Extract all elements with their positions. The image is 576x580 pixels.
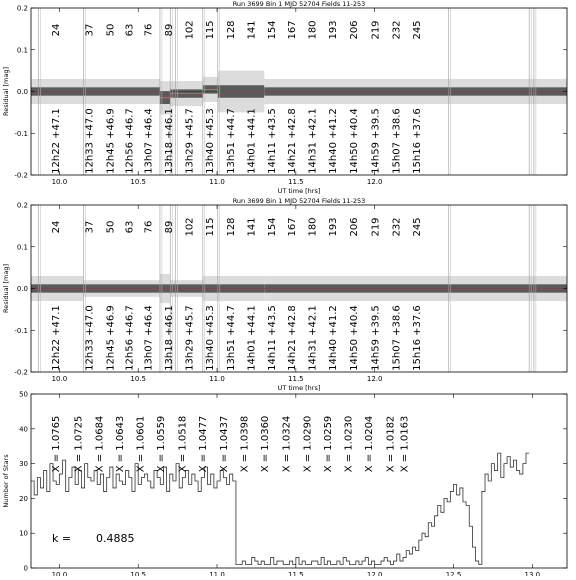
field-number-label: 115 xyxy=(204,217,216,237)
field-coord-label: 12h56 +46.7 xyxy=(124,305,136,371)
x-tick-label: 12.0 xyxy=(366,571,383,576)
airmass-label: X = 1.0360 xyxy=(260,415,272,473)
field-coord-label: 14h59 +39.5 xyxy=(370,108,382,174)
airmass-label: X = 1.0518 xyxy=(177,415,189,473)
airmass-label: X = 1.0290 xyxy=(302,415,314,473)
field-number-label: 115 xyxy=(204,20,216,40)
field-coord-label: 12h22 +47.1 xyxy=(51,108,63,174)
field-number-label: 50 xyxy=(105,23,117,37)
field-number-label: 180 xyxy=(307,217,319,237)
y-tick-label: 0.2 xyxy=(16,201,28,210)
field-number-label: 180 xyxy=(307,20,319,40)
x-tick-label: 11.0 xyxy=(209,571,225,576)
airmass-label: X = 1.0559 xyxy=(156,415,168,473)
field-coord-label: 13h18 +46.1 xyxy=(163,108,175,174)
field-coord-label: 13h51 +44.7 xyxy=(226,108,238,174)
airmass-label: X = 1.0643 xyxy=(115,415,127,473)
field-number-label: 245 xyxy=(412,20,424,40)
y-axis-label: Residual [mag] xyxy=(2,263,10,314)
x-tick-label: 11.5 xyxy=(288,178,304,186)
field-coord-label: 12h56 +46.7 xyxy=(124,108,136,174)
y-tick-label: 40 xyxy=(19,425,28,434)
x-tick-label: 11.0 xyxy=(209,178,225,186)
field-number-label: 193 xyxy=(327,20,339,40)
field-number-label: 219 xyxy=(370,217,382,237)
field-coord-label: 14h21 +42.8 xyxy=(286,108,298,174)
x-tick-label: 10.0 xyxy=(51,571,68,576)
field-number-label: 76 xyxy=(143,220,155,234)
field-coord-label: 14h31 +42.1 xyxy=(307,305,319,371)
y-axis-label: Residual [mag] xyxy=(2,66,10,117)
panel-1 xyxy=(2,0,567,195)
field-number-label: 167 xyxy=(286,217,298,237)
airmass-label: X = 1.0324 xyxy=(281,415,293,473)
field-number-label: 24 xyxy=(51,220,63,234)
y-tick-label: 10 xyxy=(19,529,28,538)
field-coord-label: 14h11 +43.5 xyxy=(267,108,279,174)
field-number-label: 24 xyxy=(51,23,63,37)
field-number-label: 102 xyxy=(184,20,196,40)
field-number-label: 76 xyxy=(143,23,155,37)
x-axis-label: UT time [hrs] xyxy=(277,187,321,195)
field-coord-label: 15h16 +37.6 xyxy=(412,305,424,371)
airmass-label: X = 1.0765 xyxy=(51,415,63,473)
x-tick-label: 13.0 xyxy=(524,571,541,576)
x-tick-label: 11.5 xyxy=(288,571,304,576)
field-coord-label: 14h01 +44.1 xyxy=(246,305,258,371)
field-coord-label: 15h07 +38.6 xyxy=(391,108,403,174)
x-tick-label: 11.0 xyxy=(209,375,225,383)
field-number-label: 206 xyxy=(349,217,361,237)
field-coord-label: 15h07 +38.6 xyxy=(391,305,403,371)
star-count-histogram xyxy=(31,453,529,564)
field-coord-label: 14h40 +41.2 xyxy=(327,108,339,174)
field-number-label: 141 xyxy=(246,20,258,40)
airmass-label: X = 1.0398 xyxy=(239,415,251,473)
x-tick-label: 10.0 xyxy=(51,375,68,383)
y-tick-label: 50 xyxy=(19,390,28,399)
panel-3 xyxy=(2,391,567,577)
field-number-label: 232 xyxy=(391,20,403,40)
field-number-label: 89 xyxy=(163,220,175,234)
x-tick-label: 11.5 xyxy=(288,375,304,383)
k-label: k = xyxy=(52,532,72,545)
airmass-label: X = 1.0601 xyxy=(135,415,147,473)
field-coord-label: 12h33 +47.0 xyxy=(84,305,96,371)
field-coord-label: 13h40 +45.3 xyxy=(204,305,216,371)
field-coord-label: 14h50 +40.4 xyxy=(349,108,361,174)
field-coord-label: 13h51 +44.7 xyxy=(226,305,238,371)
y-tick-label: 0.2 xyxy=(16,4,28,13)
y-tick-label: -0.2 xyxy=(14,171,28,180)
field-coord-label: 14h11 +43.5 xyxy=(267,305,279,371)
x-tick-label: 12.0 xyxy=(366,375,383,383)
y-tick-label: 0.1 xyxy=(16,46,28,55)
field-number-label: 63 xyxy=(124,23,136,37)
x-tick-label: 10.5 xyxy=(130,571,146,576)
field-coord-label: 13h18 +46.1 xyxy=(163,305,175,371)
field-number-label: 167 xyxy=(286,20,298,40)
y-tick-label: 0 xyxy=(23,564,28,573)
field-number-label: 219 xyxy=(370,20,382,40)
field-number-label: 50 xyxy=(105,220,117,234)
y-tick-label: -0.1 xyxy=(14,129,28,138)
field-coord-label: 13h40 +45.3 xyxy=(204,108,216,174)
field-number-label: 102 xyxy=(184,217,196,237)
field-coord-label: 14h31 +42.1 xyxy=(307,108,319,174)
field-number-label: 206 xyxy=(349,20,361,40)
field-coord-label: 12h45 +46.9 xyxy=(105,305,117,371)
airmass-label: X = 1.0204 xyxy=(364,415,376,473)
field-number-label: 89 xyxy=(163,23,175,37)
x-tick-label: 10.0 xyxy=(51,178,68,186)
y-tick-label: 30 xyxy=(19,460,28,469)
airmass-label: X = 1.0725 xyxy=(73,415,85,473)
y-tick-label: 0.1 xyxy=(16,243,28,252)
field-coord-label: 13h07 +46.4 xyxy=(143,108,155,174)
airmass-label: X = 1.0477 xyxy=(197,415,209,473)
y-tick-label: 20 xyxy=(19,494,28,503)
field-coord-label: 12h22 +47.1 xyxy=(51,305,63,371)
airmass-label: X = 1.0163 xyxy=(399,415,411,473)
field-number-label: 232 xyxy=(391,217,403,237)
panel-2 xyxy=(2,197,567,392)
chart-title: Run 3699 Bin 1 MJD 52704 Fields 11-253 xyxy=(232,0,366,8)
field-number-label: 193 xyxy=(327,217,339,237)
x-tick-label: 12.5 xyxy=(445,571,462,576)
field-number-label: 141 xyxy=(246,217,258,237)
y-tick-label: 0.0 xyxy=(16,88,28,96)
field-number-label: 128 xyxy=(226,20,238,40)
y-tick-label: 0.0 xyxy=(16,285,28,293)
field-coord-label: 14h01 +44.1 xyxy=(246,108,258,174)
airmass-label: X = 1.0182 xyxy=(385,415,397,473)
x-tick-label: 10.5 xyxy=(130,178,146,186)
field-coord-label: 14h59 +39.5 xyxy=(370,305,382,371)
field-coord-label: 13h07 +46.4 xyxy=(143,305,155,371)
field-coord-label: 14h21 +42.8 xyxy=(286,305,298,371)
x-axis-label: UT time [hrs] xyxy=(277,384,321,392)
airmass-label: X = 1.0437 xyxy=(219,415,231,473)
k-value: 0.4885 xyxy=(96,532,135,545)
field-coord-label: 12h33 +47.0 xyxy=(84,108,96,174)
field-number-label: 154 xyxy=(267,20,279,40)
field-coord-label: 14h50 +40.4 xyxy=(349,305,361,371)
airmass-label: X = 1.0230 xyxy=(343,415,355,473)
field-number-label: 154 xyxy=(267,217,279,237)
y-tick-label: -0.2 xyxy=(14,368,28,377)
y-tick-label: -0.1 xyxy=(14,326,28,335)
airmass-label: X = 1.0259 xyxy=(323,415,335,473)
field-coord-label: 14h40 +41.2 xyxy=(327,305,339,371)
field-number-label: 37 xyxy=(84,220,96,234)
field-number-label: 63 xyxy=(124,220,136,234)
field-coord-label: 12h45 +46.9 xyxy=(105,108,117,174)
field-number-label: 128 xyxy=(226,217,238,237)
field-coord-label: 13h29 +45.7 xyxy=(184,108,196,174)
y-axis-label: Number of Stars xyxy=(2,454,10,508)
field-number-label: 37 xyxy=(84,23,96,37)
chart-title: Run 3699 Bin 1 MJD 52704 Fields 11-253 xyxy=(232,197,366,205)
x-tick-label: 10.5 xyxy=(130,375,146,383)
x-tick-label: 12.0 xyxy=(366,178,383,186)
airmass-label: X = 1.0684 xyxy=(94,415,106,473)
field-coord-label: 15h16 +37.6 xyxy=(412,108,424,174)
field-coord-label: 13h29 +45.7 xyxy=(184,305,196,371)
field-number-label: 245 xyxy=(412,217,424,237)
